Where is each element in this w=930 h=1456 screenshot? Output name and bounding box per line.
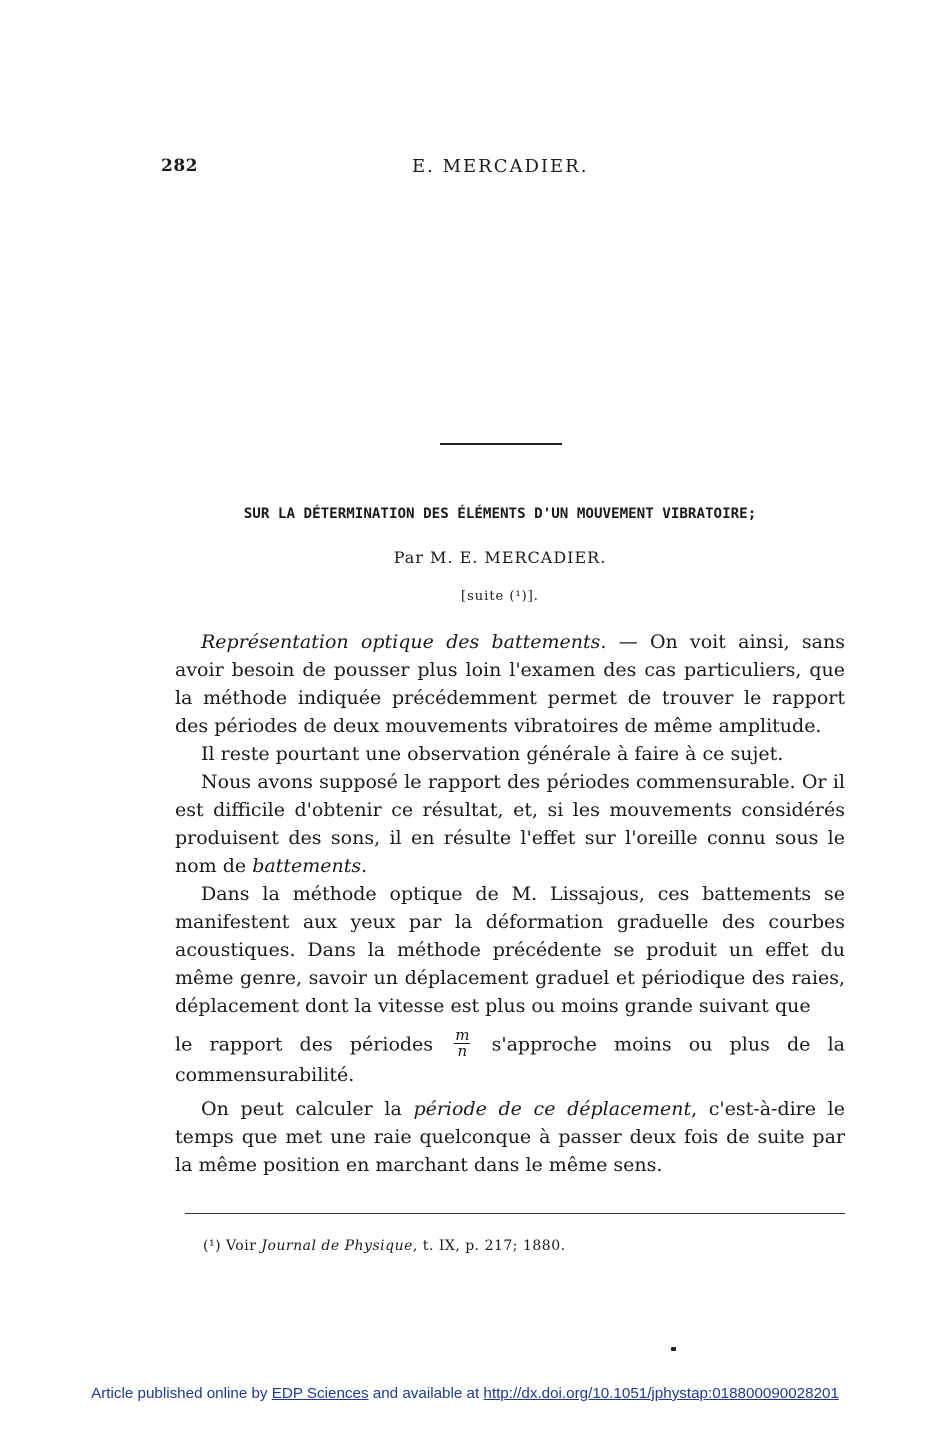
paragraph-3 [175, 768, 845, 880]
print-speck [671, 1347, 676, 1351]
running-head: E. MERCADIER. [412, 156, 589, 177]
math-line-after: s'approche moins ou plus de la commensurabilité. [175, 1033, 845, 1086]
fraction-m-over-n [454, 1028, 470, 1059]
footnote [203, 1238, 566, 1254]
footnote-marker: (¹) Voir [203, 1238, 262, 1254]
publisher-link[interactable]: EDP Sciences [271, 1385, 369, 1402]
paragraph-5-before: On peut calculer la [201, 1098, 414, 1120]
doi-link[interactable]: http://dx.doi.org/10.1051/jphystap:018800090028201 [483, 1385, 839, 1402]
page-number: 282 [161, 156, 198, 176]
paragraph-5-after: , c'est-à-dire le temps que met une raie quelconque à passer deux fois de suite par la même position en marchant dans le même sens. [175, 1098, 845, 1176]
term-battements: battements [252, 855, 362, 877]
section-heading: Représentation optique des battements. [201, 631, 607, 653]
author-line: Par M. E. MERCADIER. [393, 548, 607, 567]
article-body [175, 628, 845, 1179]
paragraph-4: Dans la méthode optique de M. Lissajous, ces battements se manifestent aux yeux par la déformation graduelle des courbes acoustiques. Dans la méthode précédente se produit un effet du même genre, savoir un déplacement graduel et périodique des raies, déplacement dont la vitesse est plus ou moins grande suivant que [175, 883, 845, 1017]
paragraph-1 [175, 628, 845, 740]
paragraph-4-math-line [175, 1026, 845, 1089]
paragraph-2: Il reste pourtant une observation générale à faire à ce sujet. [201, 743, 784, 765]
fraction-denominator: n [457, 1042, 468, 1060]
footnote-rule [185, 1213, 845, 1214]
paragraph-1-text: — On voit ainsi, sans avoir besoin de pousser plus loin l'examen des cas particuliers, que la méthode indiquée précédemment permet de trouver le rapport des périodes de deux mouvements vibratoires de même amplitude. [175, 631, 845, 737]
paragraph-3-end: . [361, 855, 368, 877]
title-separator-rule [440, 443, 562, 445]
footnote-journal: Journal de Physique [261, 1238, 413, 1254]
footnote-details: , t. IX, p. 217; 1880. [412, 1238, 566, 1254]
banner-prefix: Article published online by [91, 1385, 272, 1402]
paragraph-5 [175, 1095, 845, 1179]
math-line-before: le rapport des périodes [175, 1033, 451, 1056]
banner-middle: and available at [368, 1385, 484, 1402]
article-title: SUR LA DÉTERMINATION DES ÉLÉMENTS D'UN MOUVEMENT VIBRATOIRE; [243, 506, 757, 522]
fraction-numerator: m [455, 1026, 470, 1044]
term-periode: période de ce déplacement [413, 1098, 692, 1120]
continuation-note: [suite (¹)]. [461, 589, 539, 604]
paragraph-3-text: Nous avons supposé le rapport des périodes commensurable. Or il est difficile d'obtenir ce résultat, et, si les mouvements considérés produisent des sons, il en résulte l'effet sur l'oreille connu sous le nom de [175, 771, 845, 877]
publisher-banner [0, 1385, 930, 1402]
